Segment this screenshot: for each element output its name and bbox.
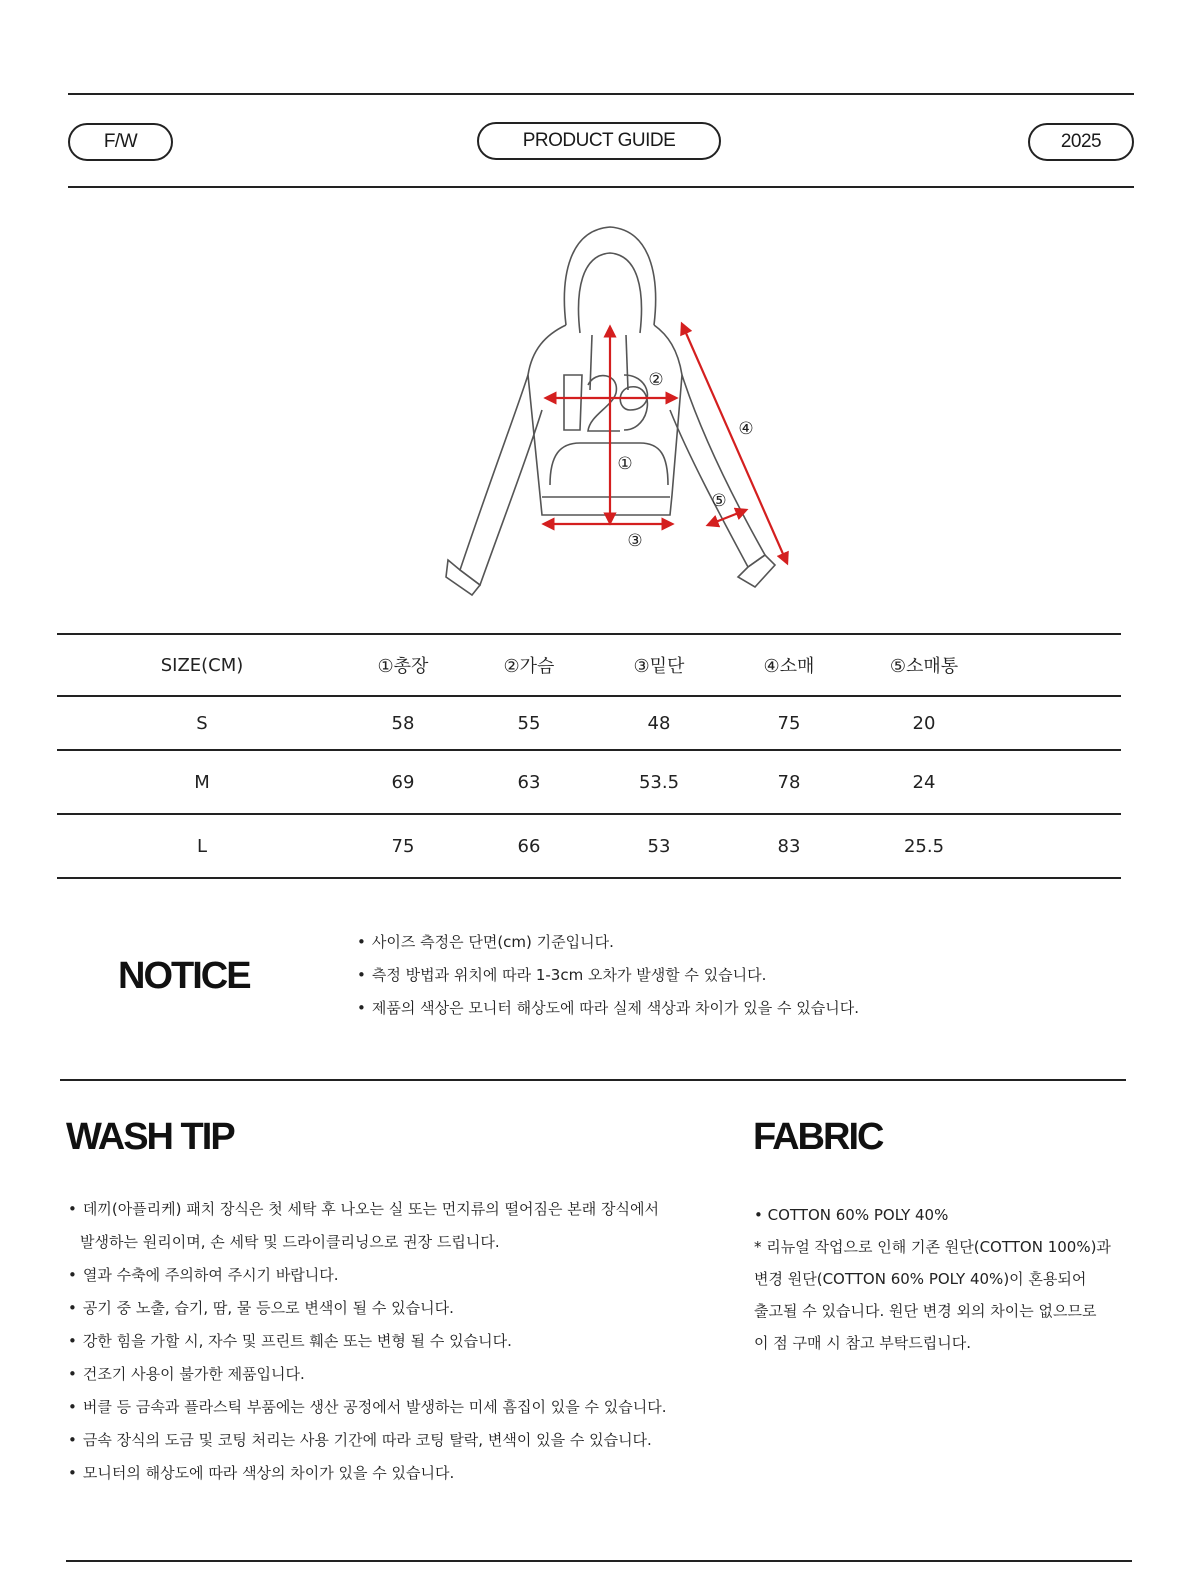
- wash-tip-item: • 금속 장식의 도금 및 코팅 처리는 사용 기간에 따라 코팅 탈락, 변색이 있을 수 있습니다.: [68, 1424, 667, 1457]
- season-badge: [68, 123, 173, 161]
- sleeve-opening-cell: 25.5: [903, 835, 945, 857]
- chest-cell: 66: [517, 835, 541, 857]
- size-cell: M: [194, 771, 210, 793]
- fabric-line: 이 점 구매 시 참고 부탁드립니다.: [754, 1334, 971, 1352]
- fabric-title: FABRIC: [753, 1116, 883, 1158]
- fabric-line: * 리뉴얼 작업으로 인해 기존 원단(COTTON 100%)과: [754, 1238, 1111, 1256]
- fabric-line: 변경 원단(COTTON 60% POLY 40%)이 혼용되어: [754, 1270, 1087, 1288]
- notice-list: [357, 926, 859, 1025]
- col-size: SIZE(CM): [160, 654, 244, 676]
- sleeve-opening-cell: 20: [912, 712, 936, 734]
- sleeve-opening-cell: 24: [912, 771, 936, 793]
- sleeve-length-arrow: [682, 324, 787, 563]
- hem-cell: 53.5: [638, 771, 680, 793]
- page-title: PRODUCT GUIDE: [522, 130, 676, 151]
- wash-tip-item: • 버클 등 금속과 플라스틱 부품에는 생산 공정에서 발생하는 미세 흠집이 있을 수 있습니다.: [68, 1391, 667, 1424]
- hoodie-measurement-diagram: [420, 215, 810, 600]
- sleeve-opening-arrow: [708, 510, 746, 525]
- col-hem: ③밑단: [633, 656, 685, 677]
- year-label: 2025: [1060, 131, 1102, 152]
- col-length: ①총장: [377, 656, 429, 677]
- wash-tip-item: • 모니터의 해상도에 따라 색상의 차이가 있을 수 있습니다.: [68, 1457, 667, 1490]
- season-label: F/W: [103, 131, 138, 152]
- wash-tip-item: 발생하는 원리이며, 손 세탁 및 드라이클리닝으로 권장 드립니다.: [80, 1233, 500, 1251]
- wash-tip-list: [68, 1193, 667, 1490]
- bottom-rule: [66, 1560, 1132, 1562]
- fabric-info: [754, 1199, 1111, 1359]
- table-row: [57, 750, 1121, 814]
- hem-cell: 48: [647, 712, 671, 734]
- size-table: [57, 633, 1121, 879]
- fabric-line: • COTTON 60% POLY 40%: [754, 1206, 949, 1224]
- size-table-header: [57, 634, 1121, 696]
- notice-item: • 제품의 색상은 모니터 해상도에 따라 실제 색상과 차이가 있을 수 있습니다.: [357, 992, 859, 1025]
- wash-tip-item: • 공기 중 노출, 습기, 땀, 물 등으로 변색이 될 수 있습니다.: [68, 1292, 667, 1325]
- marker-4: ④: [738, 419, 754, 439]
- year-badge: [1028, 123, 1134, 161]
- wash-tip-item: • 건조기 사용이 불가한 제품입니다.: [68, 1358, 667, 1391]
- marker-5: ⑤: [711, 491, 727, 511]
- table-row: [57, 814, 1121, 878]
- sleeve-cell: 78: [777, 771, 801, 793]
- fabric-line: 출고될 수 있습니다. 원단 변경 외의 차이는 없으므로: [754, 1302, 1097, 1320]
- marker-3: ③: [627, 531, 643, 551]
- wash-tip-item: • 강한 힘을 가할 시, 자수 및 프린트 훼손 또는 변형 될 수 있습니다.: [68, 1325, 667, 1358]
- hem-cell: 53: [647, 835, 671, 857]
- size-cell: L: [196, 835, 208, 857]
- header-bottom-rule: [68, 186, 1134, 188]
- length-cell: 75: [391, 835, 415, 857]
- notice-item: • 사이즈 측정은 단면(cm) 기준입니다.: [357, 926, 859, 959]
- wash-tip-item: • 열과 수축에 주의하여 주시기 바랍니다.: [68, 1259, 667, 1292]
- sleeve-cell: 83: [777, 835, 801, 857]
- notice-title: NOTICE: [118, 955, 250, 997]
- chest-cell: 63: [517, 771, 541, 793]
- size-cell: S: [196, 712, 208, 734]
- marker-2: ②: [648, 370, 664, 390]
- notice-item: • 측정 방법과 위치에 따라 1-3cm 오차가 발생할 수 있습니다.: [357, 959, 859, 992]
- chest-cell: 55: [517, 712, 541, 734]
- col-chest: ②가슴: [503, 656, 555, 677]
- top-rule: [68, 93, 1134, 95]
- wash-tip-item: • 데끼(아플리케) 패치 장식은 첫 세탁 후 나오는 실 또는 먼지류의 떨어짐은 본래 장식에서: [68, 1193, 667, 1226]
- length-cell: 58: [391, 712, 415, 734]
- length-cell: 69: [391, 771, 415, 793]
- wash-tip-title: WASH TIP: [66, 1116, 234, 1158]
- sleeve-cell: 75: [777, 712, 801, 734]
- col-sleeve-opening: ⑤소매통: [889, 656, 959, 677]
- marker-1: ①: [617, 454, 633, 474]
- section-divider: [60, 1079, 1126, 1081]
- col-sleeve: ④소매: [763, 656, 815, 677]
- table-row: [57, 696, 1121, 750]
- product-guide-badge: [477, 122, 721, 160]
